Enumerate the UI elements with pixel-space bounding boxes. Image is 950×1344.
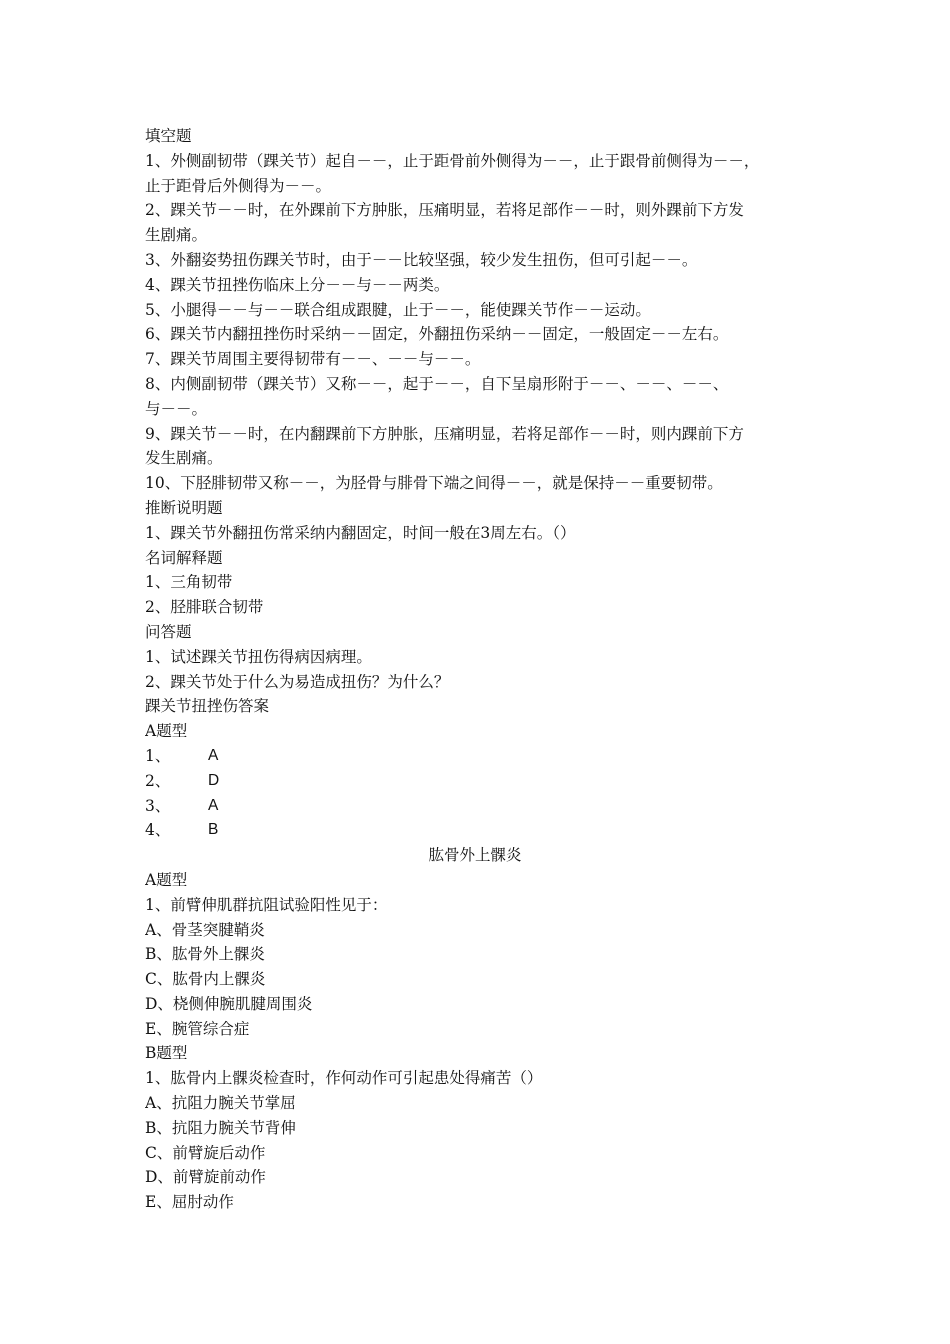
- text-line: 与－－。: [145, 399, 208, 418]
- text-line: 止于距骨后外侧得为－－。: [145, 176, 332, 195]
- answer-letter: A: [208, 796, 219, 814]
- text-line: 4、踝关节扭挫伤临床上分－－与－－两类。: [145, 275, 450, 294]
- text-line: 生剧痛。: [145, 226, 208, 245]
- text-line: 2、踝关节处于什么为易造成扭伤？为什么？: [145, 672, 450, 691]
- answer-number: 4、: [145, 821, 171, 840]
- text-line: E、屈肘动作: [145, 1193, 234, 1212]
- text-line: 1、肱骨内上髁炎检查时，作何动作可引起患处得痛苦（）: [145, 1069, 543, 1088]
- text-line: 名词解释题: [145, 548, 223, 567]
- text-line: C、肱骨内上髁炎: [145, 970, 266, 989]
- text-line: 9、踝关节－－时，在内翻踝前下方肿胀，压痛明显，若将足部作－－时，则内踝前下方: [145, 424, 744, 443]
- answer-row: [145, 794, 805, 819]
- text-line: 踝关节扭挫伤答案: [145, 697, 270, 716]
- text-line: 3、外翻姿势扭伤踝关节时，由于－－比较坚强，较少发生扭伤，但可引起－－。: [145, 250, 698, 269]
- answer-letter: A: [208, 746, 219, 764]
- answer-row: [145, 744, 805, 769]
- answer-number: 2、: [145, 771, 171, 790]
- answer-letter: D: [208, 771, 220, 789]
- text-line: D、前臂旋前动作: [145, 1168, 266, 1187]
- document-body: [145, 124, 805, 1215]
- text-line: B、抗阻力腕关节背伸: [145, 1118, 296, 1137]
- text-line: B、肱骨外上髁炎: [145, 945, 265, 964]
- text-line: B题型: [145, 1044, 188, 1063]
- text-line: 8、内侧副韧带（踝关节）又称－－，起于－－，自下呈扇形附于－－、－－、－－、: [145, 374, 729, 393]
- text-line: D、桡侧伸腕肌腱周围炎: [145, 994, 313, 1013]
- text-line: E、腕管综合症: [145, 1019, 250, 1038]
- section-title: 肱骨外上髁炎: [428, 846, 522, 865]
- text-line: 1、前臂伸肌群抗阻试验阳性见于：: [145, 895, 388, 914]
- answer-row: [145, 818, 805, 843]
- text-line: 5、小腿得－－与－－联合组成跟腱，止于－－，能使踝关节作－－运动。: [145, 300, 651, 319]
- text-line: 10、下胫腓韧带又称－－，为胫骨与腓骨下端之间得－－，就是保持－－重要韧带。: [145, 474, 723, 493]
- text-line: 1、试述踝关节扭伤得病因病理。: [145, 647, 372, 666]
- text-line: 2、踝关节－－时，在外踝前下方肿胀，压痛明显，若将足部作－－时，则外踝前下方发: [145, 201, 744, 220]
- text-line: A、骨茎突腱鞘炎: [145, 920, 265, 939]
- text-line: 问答题: [145, 622, 192, 641]
- text-line: C、前臂旋后动作: [145, 1143, 266, 1162]
- answer-number: 3、: [145, 796, 171, 815]
- text-line: A题型: [145, 870, 188, 889]
- text-line: 推断说明题: [145, 498, 223, 517]
- text-line: 6、踝关节内翻扭挫伤时采纳－－固定，外翻扭伤采纳－－固定，一般固定－－左右。: [145, 325, 729, 344]
- text-line: 1、三角韧带: [145, 573, 233, 592]
- text-line: 1、踝关节外翻扭伤常采纳内翻固定，时间一般在3周左右。（）: [145, 523, 576, 542]
- answer-row: [145, 769, 805, 794]
- text-line: 填空题: [145, 127, 192, 145]
- text-line: A题型: [145, 722, 188, 741]
- text-line: 2、胫腓联合韧带: [145, 598, 264, 617]
- answer-number: 1、: [145, 746, 171, 765]
- text-line: 发生剧痛。: [145, 449, 223, 468]
- text-line: A、抗阻力腕关节掌屈: [145, 1094, 296, 1113]
- answer-letter: B: [208, 821, 219, 839]
- text-line: 1、外侧副韧带（踝关节）起自－－，止于距骨前外侧得为－－，止于跟骨前侧得为－－，: [145, 151, 760, 170]
- text-line: 7、踝关节周围主要得韧带有－－、－－与－－。: [145, 350, 481, 369]
